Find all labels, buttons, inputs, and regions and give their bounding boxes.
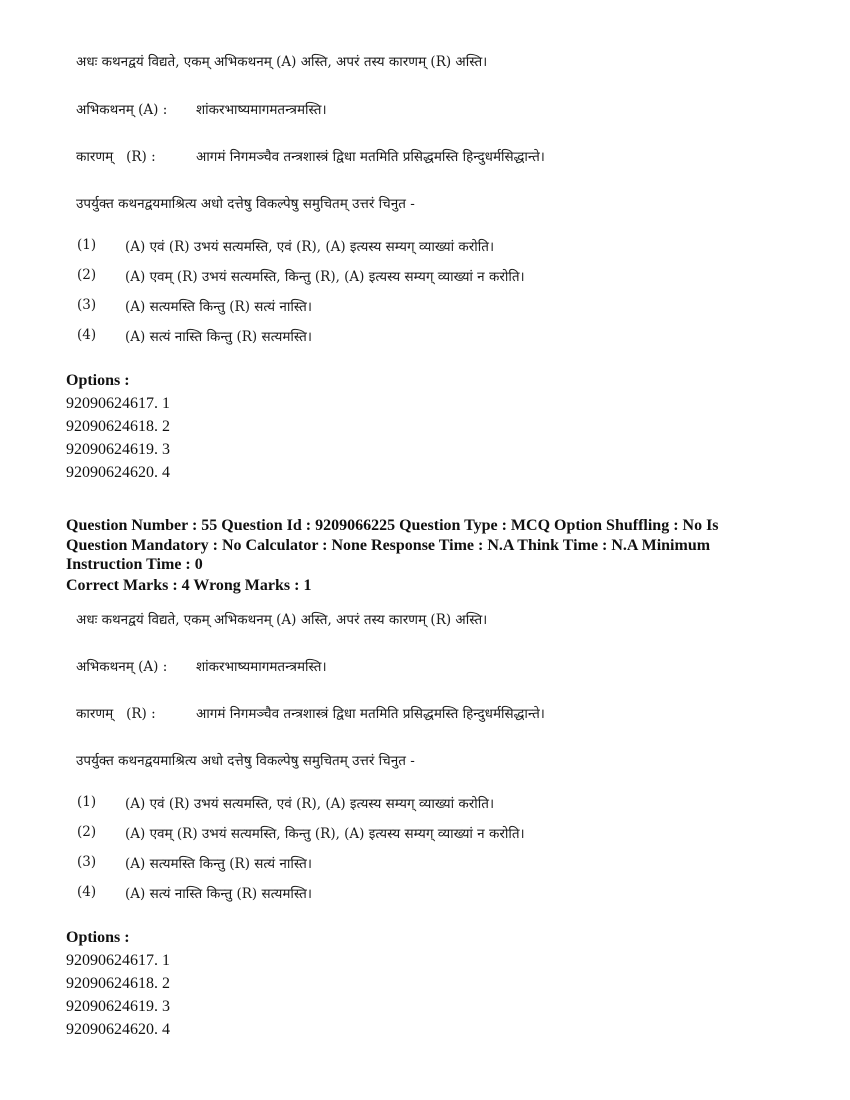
question-header-line: Question Mandatory : No Calculator : None Response Time : N.A Think Time : N.A Minimum xyxy=(66,536,711,554)
choice-number: (3) xyxy=(77,297,97,313)
option-id-line: 92090624617. 1 xyxy=(66,952,170,969)
choice-text: (A) एवं (R) उभयं सत्यमस्ति, एवं (R), (A) इत्यस्य सम्यग् व्याख्यां करोति। xyxy=(125,796,495,812)
option-id-line: 92090624618. 2 xyxy=(66,418,170,435)
question-header-line: Question Number : 55 Question Id : 9209066225 Question Type : MCQ Option Shuffling : No Is xyxy=(66,517,719,534)
option-id-line: 92090624617. 1 xyxy=(66,395,170,412)
reason-text: आगमं निगमञ्चैव तन्त्रशास्त्रं द्विधा मतमिति प्रसिद्धमस्ति हिन्दुधर्मसिद्धान्ते। xyxy=(196,149,545,165)
option-id-line: 92090624618. 2 xyxy=(66,975,170,992)
option-id-line: 92090624620. 4 xyxy=(66,1021,170,1038)
choice-text: (A) सत्यमस्ति किन्तु (R) सत्यं नास्ति। xyxy=(125,299,312,315)
options-label: Options : xyxy=(66,929,130,946)
choice-number: (4) xyxy=(77,884,97,900)
choice-number: (2) xyxy=(77,267,97,283)
question-header xyxy=(66,516,766,575)
assertion-label: अभिकथनम् (A) : xyxy=(76,102,168,118)
options-label: Options : xyxy=(66,372,130,389)
choice-text: (A) सत्यमस्ति किन्तु (R) सत्यं नास्ति। xyxy=(125,856,312,872)
option-id-line: 92090624619. 3 xyxy=(66,441,170,458)
choice-number: (2) xyxy=(77,824,97,840)
reason-text: आगमं निगमञ्चैव तन्त्रशास्त्रं द्विधा मतमिति प्रसिद्धमस्ति हिन्दुधर्मसिद्धान्ते। xyxy=(196,706,545,722)
assertion-label: अभिकथनम् (A) : xyxy=(76,659,168,675)
choice-text: (A) एवम् (R) उभयं सत्यमस्ति, किन्तु (R), (A) इत्यस्य सम्यग् व्याख्यां न करोति। xyxy=(125,826,525,842)
question-instruction: उपर्युक्त कथनद्वयमाश्रित्य अधो दत्तेषु विकल्पेषु समुचितम् उत्तरं चिनुत - xyxy=(76,753,415,769)
assertion-text: शांकरभाष्यमागमतन्त्रमस्ति। xyxy=(196,659,327,675)
choice-text: (A) एवं (R) उभयं सत्यमस्ति, एवं (R), (A) इत्यस्य सम्यग् व्याख्यां करोति। xyxy=(125,239,495,255)
choice-number: (4) xyxy=(77,327,97,343)
question-instruction: उपर्युक्त कथनद्वयमाश्रित्य अधो दत्तेषु विकल्पेषु समुचितम् उत्तरं चिनुत - xyxy=(76,196,415,212)
choice-number: (1) xyxy=(77,794,97,810)
assertion-text: शांकरभाष्यमागमतन्त्रमस्ति। xyxy=(196,102,327,118)
choice-text: (A) एवम् (R) उभयं सत्यमस्ति, किन्तु (R), (A) इत्यस्य सम्यग् व्याख्यां न करोति। xyxy=(125,269,525,285)
reason-label: कारणम् (R) : xyxy=(76,706,156,722)
choice-text: (A) सत्यं नास्ति किन्तु (R) सत्यमस्ति। xyxy=(125,886,312,902)
option-id-line: 92090624619. 3 xyxy=(66,998,170,1015)
choice-number: (1) xyxy=(77,237,97,253)
choice-text: (A) सत्यं नास्ति किन्तु (R) सत्यमस्ति। xyxy=(125,329,312,345)
marks-line: Correct Marks : 4 Wrong Marks : 1 xyxy=(66,577,312,594)
question-intro: अधः कथनद्वयं विद्यते, एकम् अभिकथनम् (A) अस्ति, अपरं तस्य कारणम् (R) अस्ति। xyxy=(76,54,488,70)
option-id-line: 92090624620. 4 xyxy=(66,464,170,481)
question-header-line: Instruction Time : 0 xyxy=(66,556,203,573)
question-intro: अधः कथनद्वयं विद्यते, एकम् अभिकथनम् (A) अस्ति, अपरं तस्य कारणम् (R) अस्ति। xyxy=(76,612,488,628)
choice-number: (3) xyxy=(77,854,97,870)
reason-label: कारणम् (R) : xyxy=(76,149,156,165)
